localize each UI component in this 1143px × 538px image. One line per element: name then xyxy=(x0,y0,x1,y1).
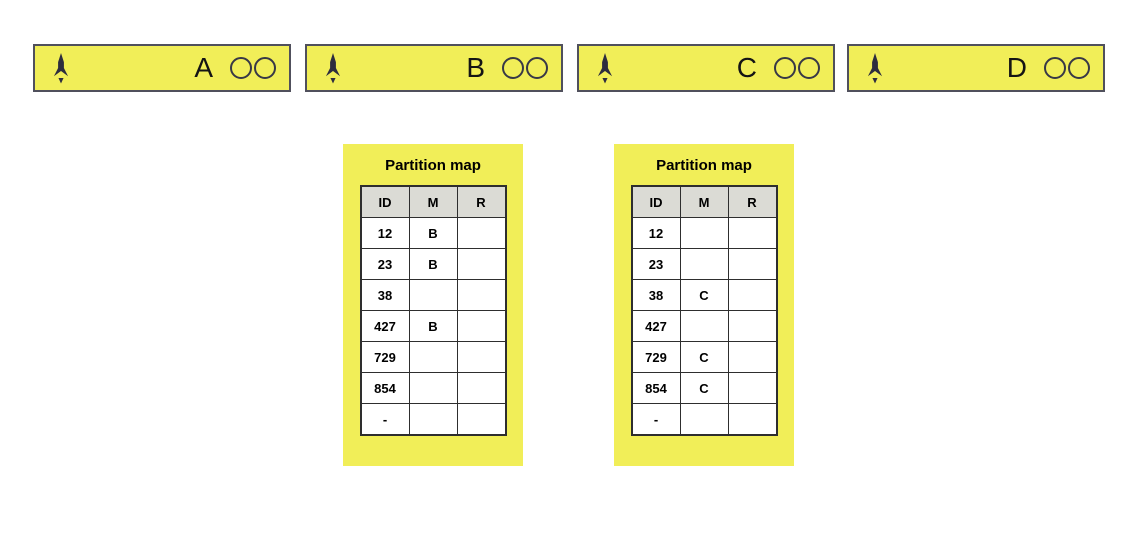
table-cell xyxy=(457,249,506,280)
status-circle-icon xyxy=(774,57,796,79)
table-cell: 729 xyxy=(361,342,410,373)
table-cell xyxy=(728,404,777,436)
status-circle-icon xyxy=(254,57,276,79)
column-header: ID xyxy=(632,186,681,218)
table-row xyxy=(632,311,777,342)
column-header: M xyxy=(409,186,457,218)
table-row xyxy=(361,218,506,249)
table-cell xyxy=(680,218,728,249)
panel-title: Partition map xyxy=(656,157,752,174)
status-circle-icon xyxy=(230,57,252,79)
partition-map-panel xyxy=(614,144,794,466)
table-row xyxy=(632,249,777,280)
table-cell xyxy=(457,311,506,342)
table-row xyxy=(632,404,777,436)
table-cell xyxy=(457,280,506,311)
node-box-d xyxy=(847,44,1105,92)
table-cell xyxy=(457,373,506,404)
table-row xyxy=(361,373,506,404)
table-row xyxy=(361,311,506,342)
table-cell xyxy=(728,218,777,249)
node-box-b xyxy=(305,44,563,92)
table-cell: 729 xyxy=(632,342,681,373)
table-cell: 38 xyxy=(632,280,681,311)
table-cell: C xyxy=(680,342,728,373)
table-cell xyxy=(680,249,728,280)
status-circles xyxy=(230,57,276,79)
column-header: ID xyxy=(361,186,410,218)
table-header-row xyxy=(632,186,777,218)
table-row xyxy=(632,373,777,404)
table-cell: 12 xyxy=(632,218,681,249)
table-cell: 23 xyxy=(632,249,681,280)
status-circle-icon xyxy=(526,57,548,79)
rocket-icon xyxy=(595,51,615,86)
table-cell: - xyxy=(361,404,410,436)
node-label: C xyxy=(736,52,757,83)
table-cell xyxy=(409,373,457,404)
table-cell: 23 xyxy=(361,249,410,280)
table-cell: - xyxy=(632,404,681,436)
status-circle-icon xyxy=(502,57,524,79)
table-cell xyxy=(728,280,777,311)
table-cell xyxy=(728,373,777,404)
table-cell xyxy=(680,404,728,436)
table-row xyxy=(632,342,777,373)
table-row xyxy=(361,404,506,436)
table-cell: C xyxy=(680,373,728,404)
node-label: D xyxy=(1006,52,1027,83)
table-cell xyxy=(728,311,777,342)
table-cell xyxy=(409,404,457,436)
status-circle-icon xyxy=(798,57,820,79)
table-cell: 854 xyxy=(632,373,681,404)
table-cell: 854 xyxy=(361,373,410,404)
table-row xyxy=(632,218,777,249)
table-cell: C xyxy=(680,280,728,311)
table-header-row xyxy=(361,186,506,218)
panel-title: Partition map xyxy=(385,157,481,174)
table-cell xyxy=(728,249,777,280)
table-cell xyxy=(457,218,506,249)
rocket-icon xyxy=(51,51,71,86)
column-header: M xyxy=(680,186,728,218)
table-cell: B xyxy=(409,311,457,342)
node-box-a xyxy=(33,44,291,92)
column-header: R xyxy=(457,186,506,218)
table-row xyxy=(361,249,506,280)
table-cell xyxy=(457,342,506,373)
column-header: R xyxy=(728,186,777,218)
table-cell: 38 xyxy=(361,280,410,311)
table-cell xyxy=(409,280,457,311)
rocket-icon xyxy=(323,51,343,86)
rocket-icon xyxy=(865,51,885,86)
table-cell: 12 xyxy=(361,218,410,249)
table-cell xyxy=(680,311,728,342)
status-circles xyxy=(502,57,548,79)
partition-map-table xyxy=(631,185,778,436)
table-cell xyxy=(409,342,457,373)
table-cell: B xyxy=(409,249,457,280)
table-row xyxy=(632,280,777,311)
node-label: A xyxy=(194,52,213,83)
table-cell xyxy=(457,404,506,436)
table-cell: 427 xyxy=(361,311,410,342)
node-box-c xyxy=(577,44,835,92)
node-label: B xyxy=(466,52,485,83)
table-cell: B xyxy=(409,218,457,249)
status-circle-icon xyxy=(1068,57,1090,79)
partition-map-panel xyxy=(343,144,523,466)
table-row xyxy=(361,342,506,373)
status-circles xyxy=(774,57,820,79)
status-circles xyxy=(1044,57,1090,79)
partition-map-table xyxy=(360,185,507,436)
status-circle-icon xyxy=(1044,57,1066,79)
table-cell xyxy=(728,342,777,373)
table-cell: 427 xyxy=(632,311,681,342)
table-row xyxy=(361,280,506,311)
